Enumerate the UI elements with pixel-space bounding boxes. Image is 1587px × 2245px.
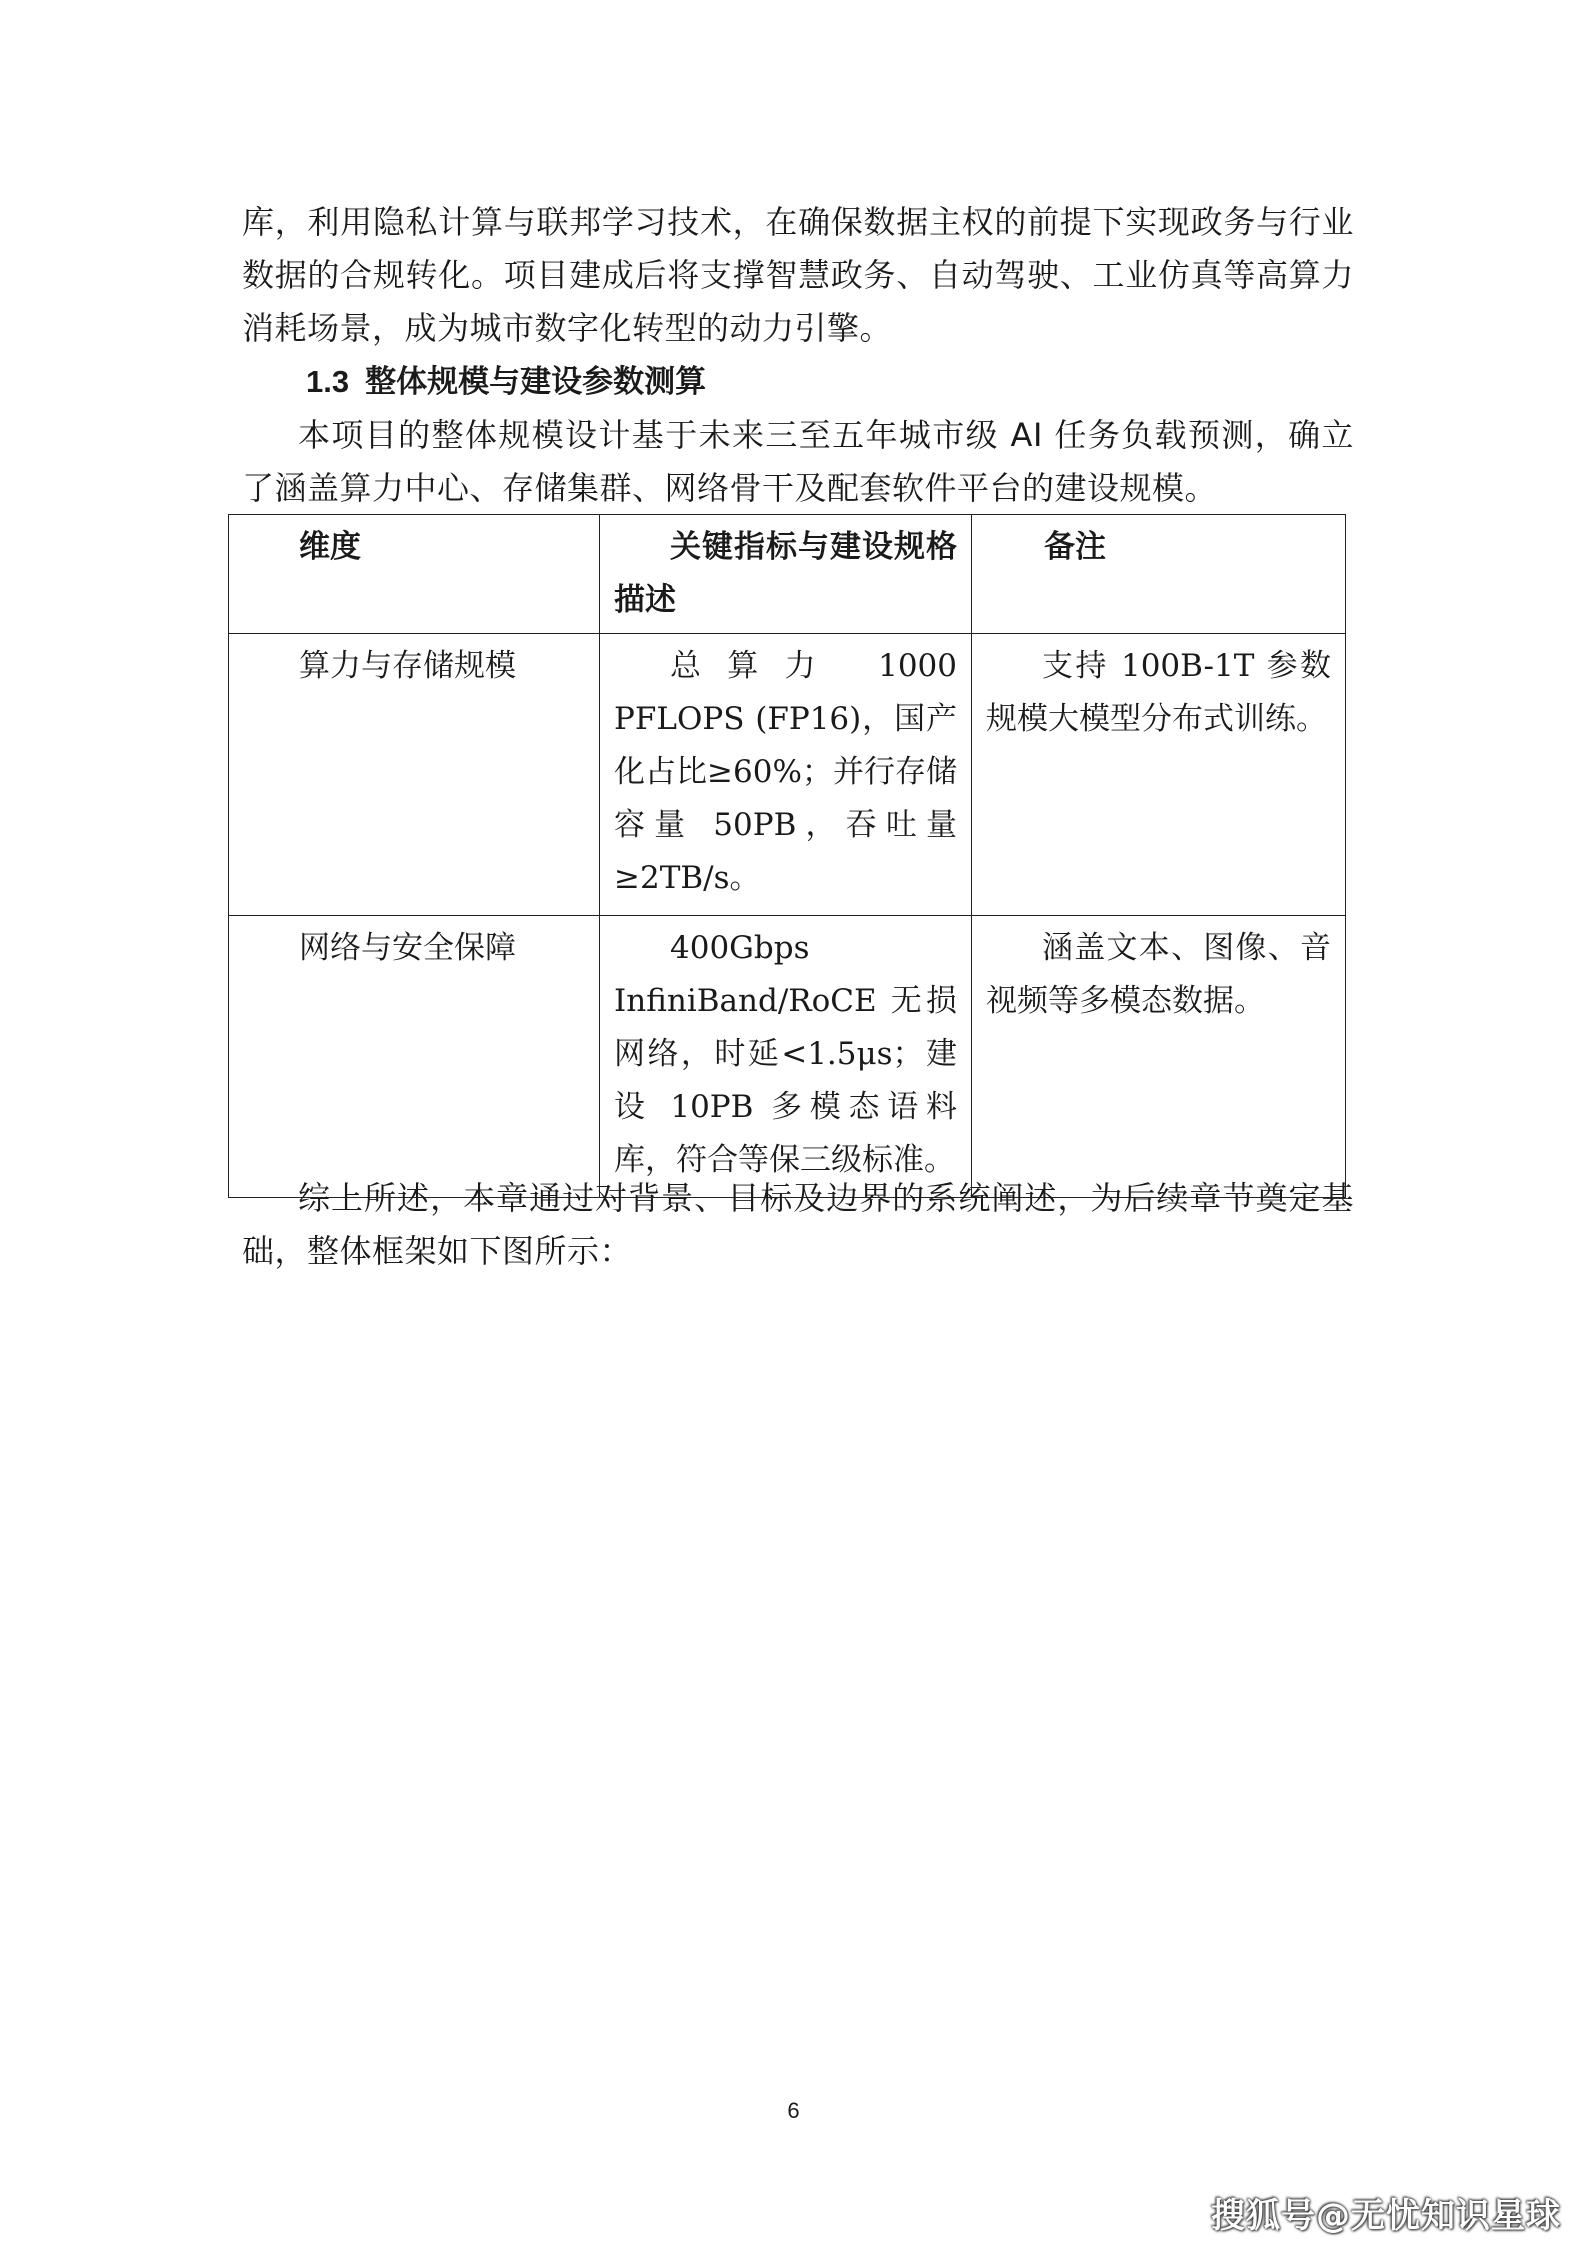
spec-table [228, 514, 1346, 1198]
cell-note: 涵盖文本、图像、音视频等多模态数据。 [972, 916, 1346, 1198]
table-header-row [229, 515, 1346, 634]
summary-block [242, 1172, 1354, 1278]
cell-metrics: 400Gbps InfiniBand/RoCE 无损网络，时延<1.5μs；建设 10PB 多模态语料库，符合等保三级标准。 [600, 916, 972, 1198]
cell-metrics: 总算力 1000 PFLOPS (FP16)，国产化占比≥60%；并行存储容量 50PB，吞吐量≥2TB/s。 [600, 634, 972, 916]
cell-dimension: 算力与存储规模 [229, 634, 600, 916]
header-metrics: 关键指标与建设规格描述 [600, 515, 972, 634]
intro-paragraph: 库，利用隐私计算与联邦学习技术，在确保数据主权的前提下实现政务与行业数据的合规转化。项目建成后将支撑智慧政务、自动驾驶、工业仿真等高算力消耗场景，成为城市数字化转型的动力引擎。 [242, 203, 1354, 347]
section-heading [242, 355, 1354, 409]
table-row [229, 634, 1346, 916]
section-number: 1.3 [306, 364, 350, 399]
watermark: 搜狐号@无忧知识星球 [1211, 2196, 1561, 2236]
cell-dimension: 网络与安全保障 [229, 916, 600, 1198]
table-row [229, 916, 1346, 1198]
body-text [242, 196, 1354, 515]
header-note: 备注 [972, 515, 1346, 634]
header-dimension: 维度 [229, 515, 600, 634]
summary-paragraph: 综上所述，本章通过对背景、目标及边界的系统阐述，为后续章节奠定基础，整体框架如下图所示： [242, 1179, 1354, 1270]
page-number: 6 [787, 2098, 800, 2123]
section-title: 整体规模与建设参数测算 [365, 364, 707, 400]
section-paragraph: 本项目的整体规模设计基于未来三至五年城市级 AI 任务负载预测，确立了涵盖算力中心、存储集群、网络骨干及配套软件平台的建设规模。 [242, 416, 1354, 507]
cell-note: 支持 100B-1T 参数规模大模型分布式训练。 [972, 634, 1346, 916]
